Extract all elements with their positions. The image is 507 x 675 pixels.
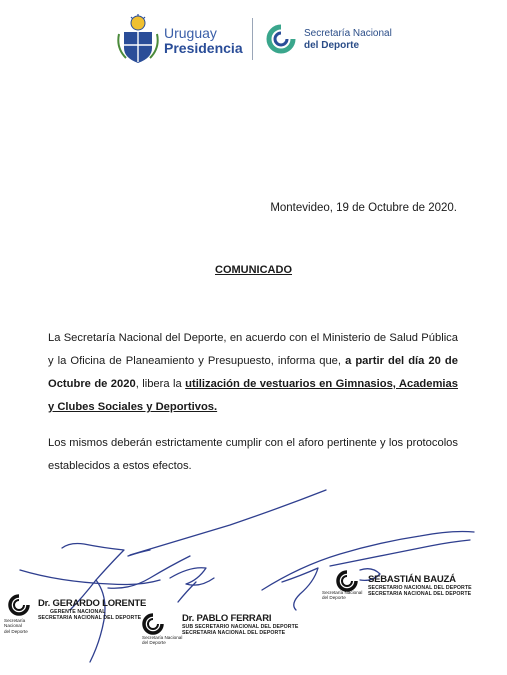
signatory-name: SEBASTIÁN BAUZÁ [368,574,456,585]
presidency-label: Presidencia [164,40,243,56]
uruguay-coat-of-arms-icon [116,14,160,64]
signatory-block [142,613,299,646]
signatory-block [4,598,147,634]
date-line: Montevideo, 19 de Octubre de 2020. [270,202,457,214]
header-divider [252,18,253,60]
signatory-block [322,574,472,601]
conditions-paragraph: Los mismos deberán estrictamente cumplir con el aforo pertinente y los protocolos establecidos a estos efectos. [48,437,458,472]
handwritten-signatures [0,470,507,675]
effective-date-text: a partir del día 20 de Octubre de 2020 [48,355,458,390]
signatory-institution: SECRETARIA NACIONAL DEL DEPORTE [182,630,286,637]
signatory-name: Dr. PABLO FERRARI [182,613,272,624]
release-scope-text: utilización de vestuarios en Gimnasios, Academias y Clubes Sociales y Deportivos. [48,378,458,413]
announcement-paragraph: La Secretaría Nacional del Deporte, en acuerdo con el Ministerio de Salud Pública y la Oficina de Planeamiento y Presupuesto, informa que, a partir del día 20 de Octubre de 2020, libera la utilización de vestuarios en Gimnasios, Academias y Clubes Sociales y Deportivos. [48,332,458,413]
signatory-institution: SECRETARIA NACIONAL DEL DEPORTE [38,615,142,622]
secretaria-deporte-logo-icon [142,613,164,637]
country-label: Uruguay [164,25,217,41]
agency-name: Secretaría Nacional del Deporte [304,28,392,51]
signatory-role: SUB SECRETARIO NACIONAL DEL DEPORTE [182,624,299,630]
logo-caption: Secretaría Nacional del Deporte [142,635,183,646]
logo-caption: Secretaría Nacional del Deporte [322,590,363,601]
secretaria-deporte-logo-icon [8,594,30,618]
secretaria-deporte-logo-icon [266,24,296,54]
logo-caption: Secretaría Nacional del Deporte [4,618,28,634]
letterhead [108,12,408,64]
signatory-role: GERENTE NACIONAL [50,609,106,615]
signatory-name: Dr. GERARDO LORENTE [38,598,147,609]
document-title: COMUNICADO [215,264,292,276]
signatory-role: SECRETARIO NACIONAL DEL DEPORTE [368,585,472,591]
signatory-institution: SECRETARIA NACIONAL DEL DEPORTE [368,591,472,598]
